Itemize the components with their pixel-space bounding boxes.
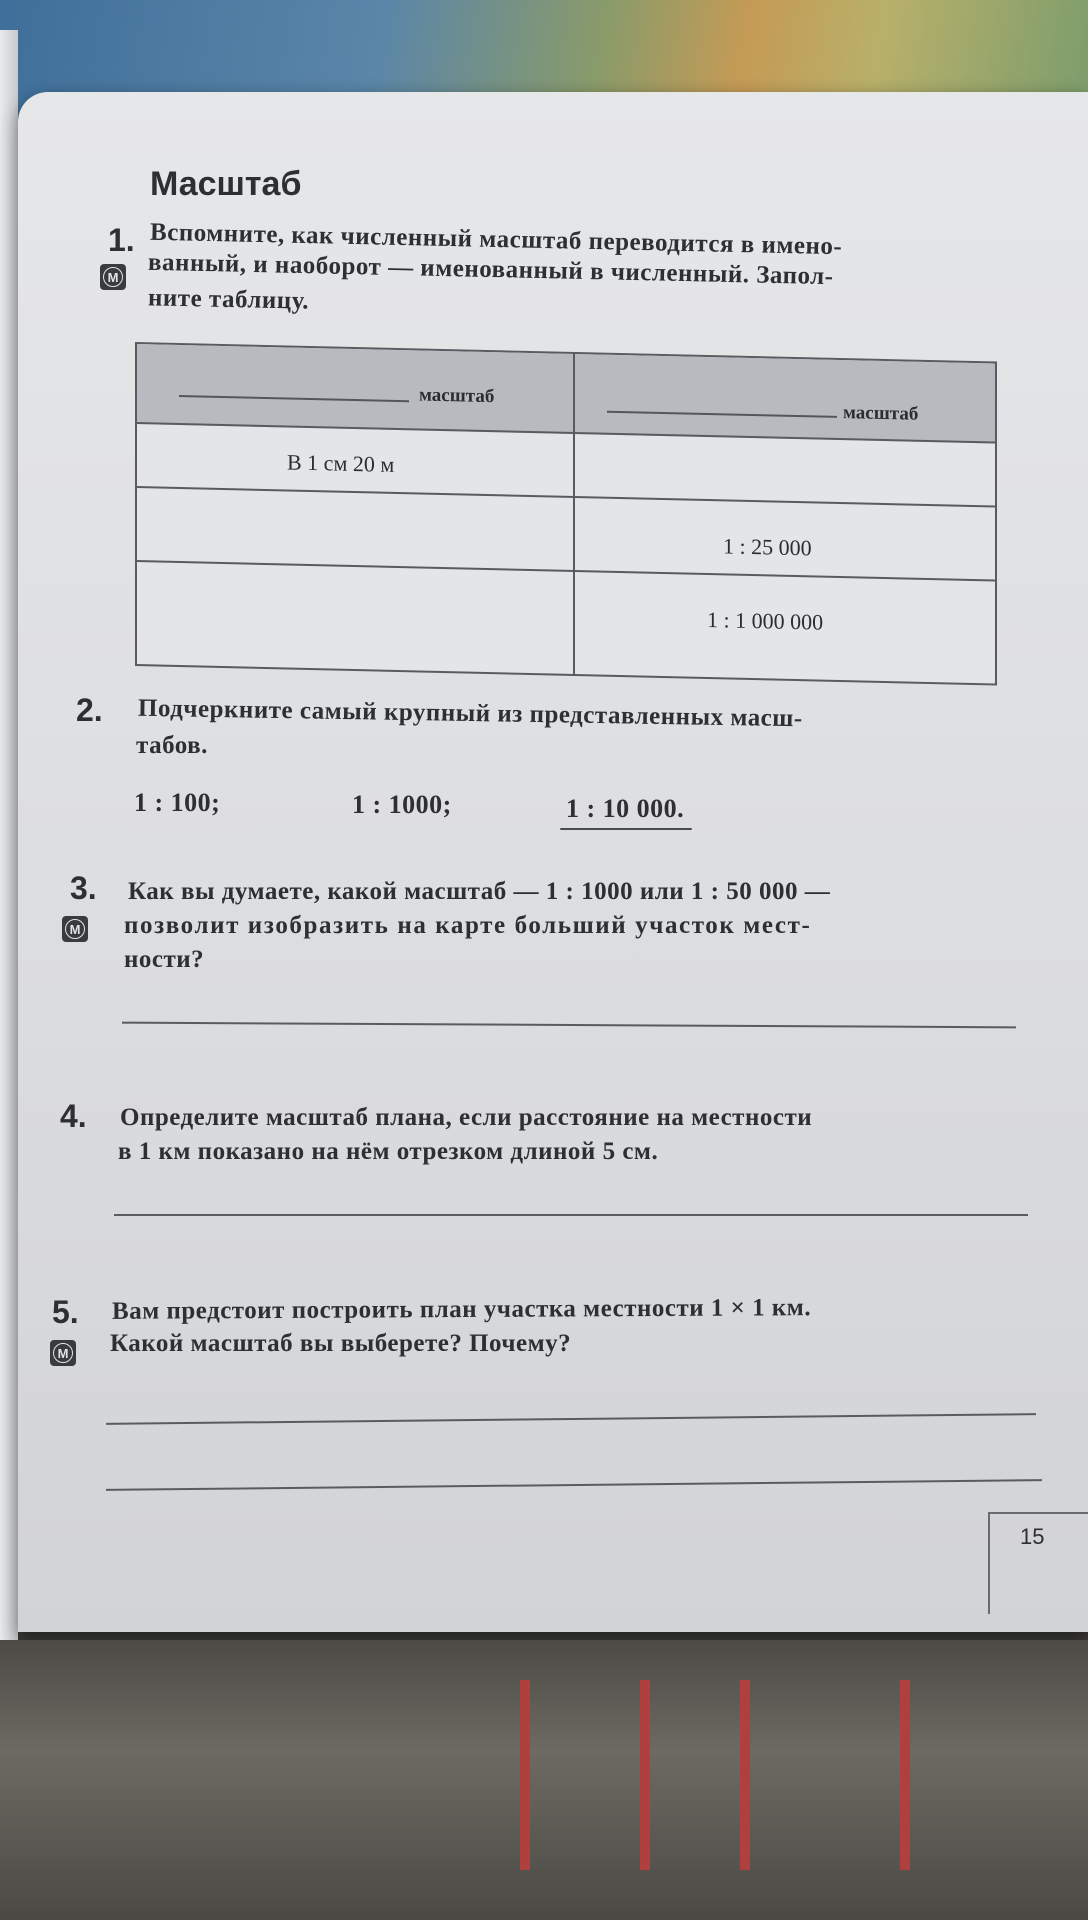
task3-line-2: позволит изобразить на карте больший участок мест- (124, 912, 812, 939)
task4-line-2: в 1 км показано на нём отрезком длиной 5 см. (118, 1138, 659, 1165)
table-cell-r2-c2: 1 : 25 000 (723, 533, 812, 561)
task1-line-1: Вспомните, как численный масштаб переводится в имено- (149, 218, 843, 261)
task2-option-3[interactable]: 1 : 10 000. (566, 794, 685, 823)
scale-table (135, 342, 997, 686)
table-header (137, 344, 995, 443)
task5-number: 5. (52, 1294, 79, 1330)
task2-line-1: Подчеркните самый крупный из представленных масш- (137, 694, 803, 733)
task1-line-3: ните таблицу. (147, 284, 310, 315)
table-cell-r3-c2: 1 : 1 000 000 (707, 606, 824, 635)
task2-line-2: табов. (136, 732, 208, 759)
task3-m-badge-icon: М (62, 916, 88, 942)
task2-number: 2. (76, 692, 103, 728)
task4-number: 4. (60, 1098, 87, 1134)
task5-line-2: Какой масштаб вы выберете? Почему? (110, 1330, 572, 1357)
table-header-left: масштаб (419, 384, 495, 408)
page-number: 15 (1020, 1524, 1045, 1549)
task3-number: 3. (70, 870, 97, 906)
workbook-page (18, 92, 1088, 1632)
task2-option-2[interactable]: 1 : 1000; (352, 790, 452, 819)
section-title: Масштаб (150, 165, 302, 203)
table-cell-r1-c1: В 1 см 20 м (287, 449, 395, 477)
task3-line-3: ности? (124, 946, 205, 973)
table-header-right: масштаб (843, 402, 919, 425)
background-map-bottom (0, 1640, 1088, 1920)
task3-line-1: Как вы думаете, какой масштаб — 1 : 1000 или 1 : 50 000 — (128, 878, 831, 905)
task1-line-2: ванный, и наоборот — именованный в численный. Запол- (147, 248, 834, 291)
underline-mark (560, 828, 692, 830)
task4-answer-line[interactable] (114, 1214, 1028, 1216)
page-edge (0, 30, 18, 1650)
task5-line-1: Вам предстоит построить план участка местности 1 × 1 км. (111, 1294, 812, 1325)
task1-m-badge-icon: М (100, 264, 126, 290)
task5-m-badge-icon: М (50, 1340, 76, 1366)
task4-line-1: Определите масштаб плана, если расстояние на местности (120, 1104, 813, 1131)
task1-number: 1. (108, 222, 135, 258)
task2-option-1[interactable]: 1 : 100; (134, 788, 221, 817)
